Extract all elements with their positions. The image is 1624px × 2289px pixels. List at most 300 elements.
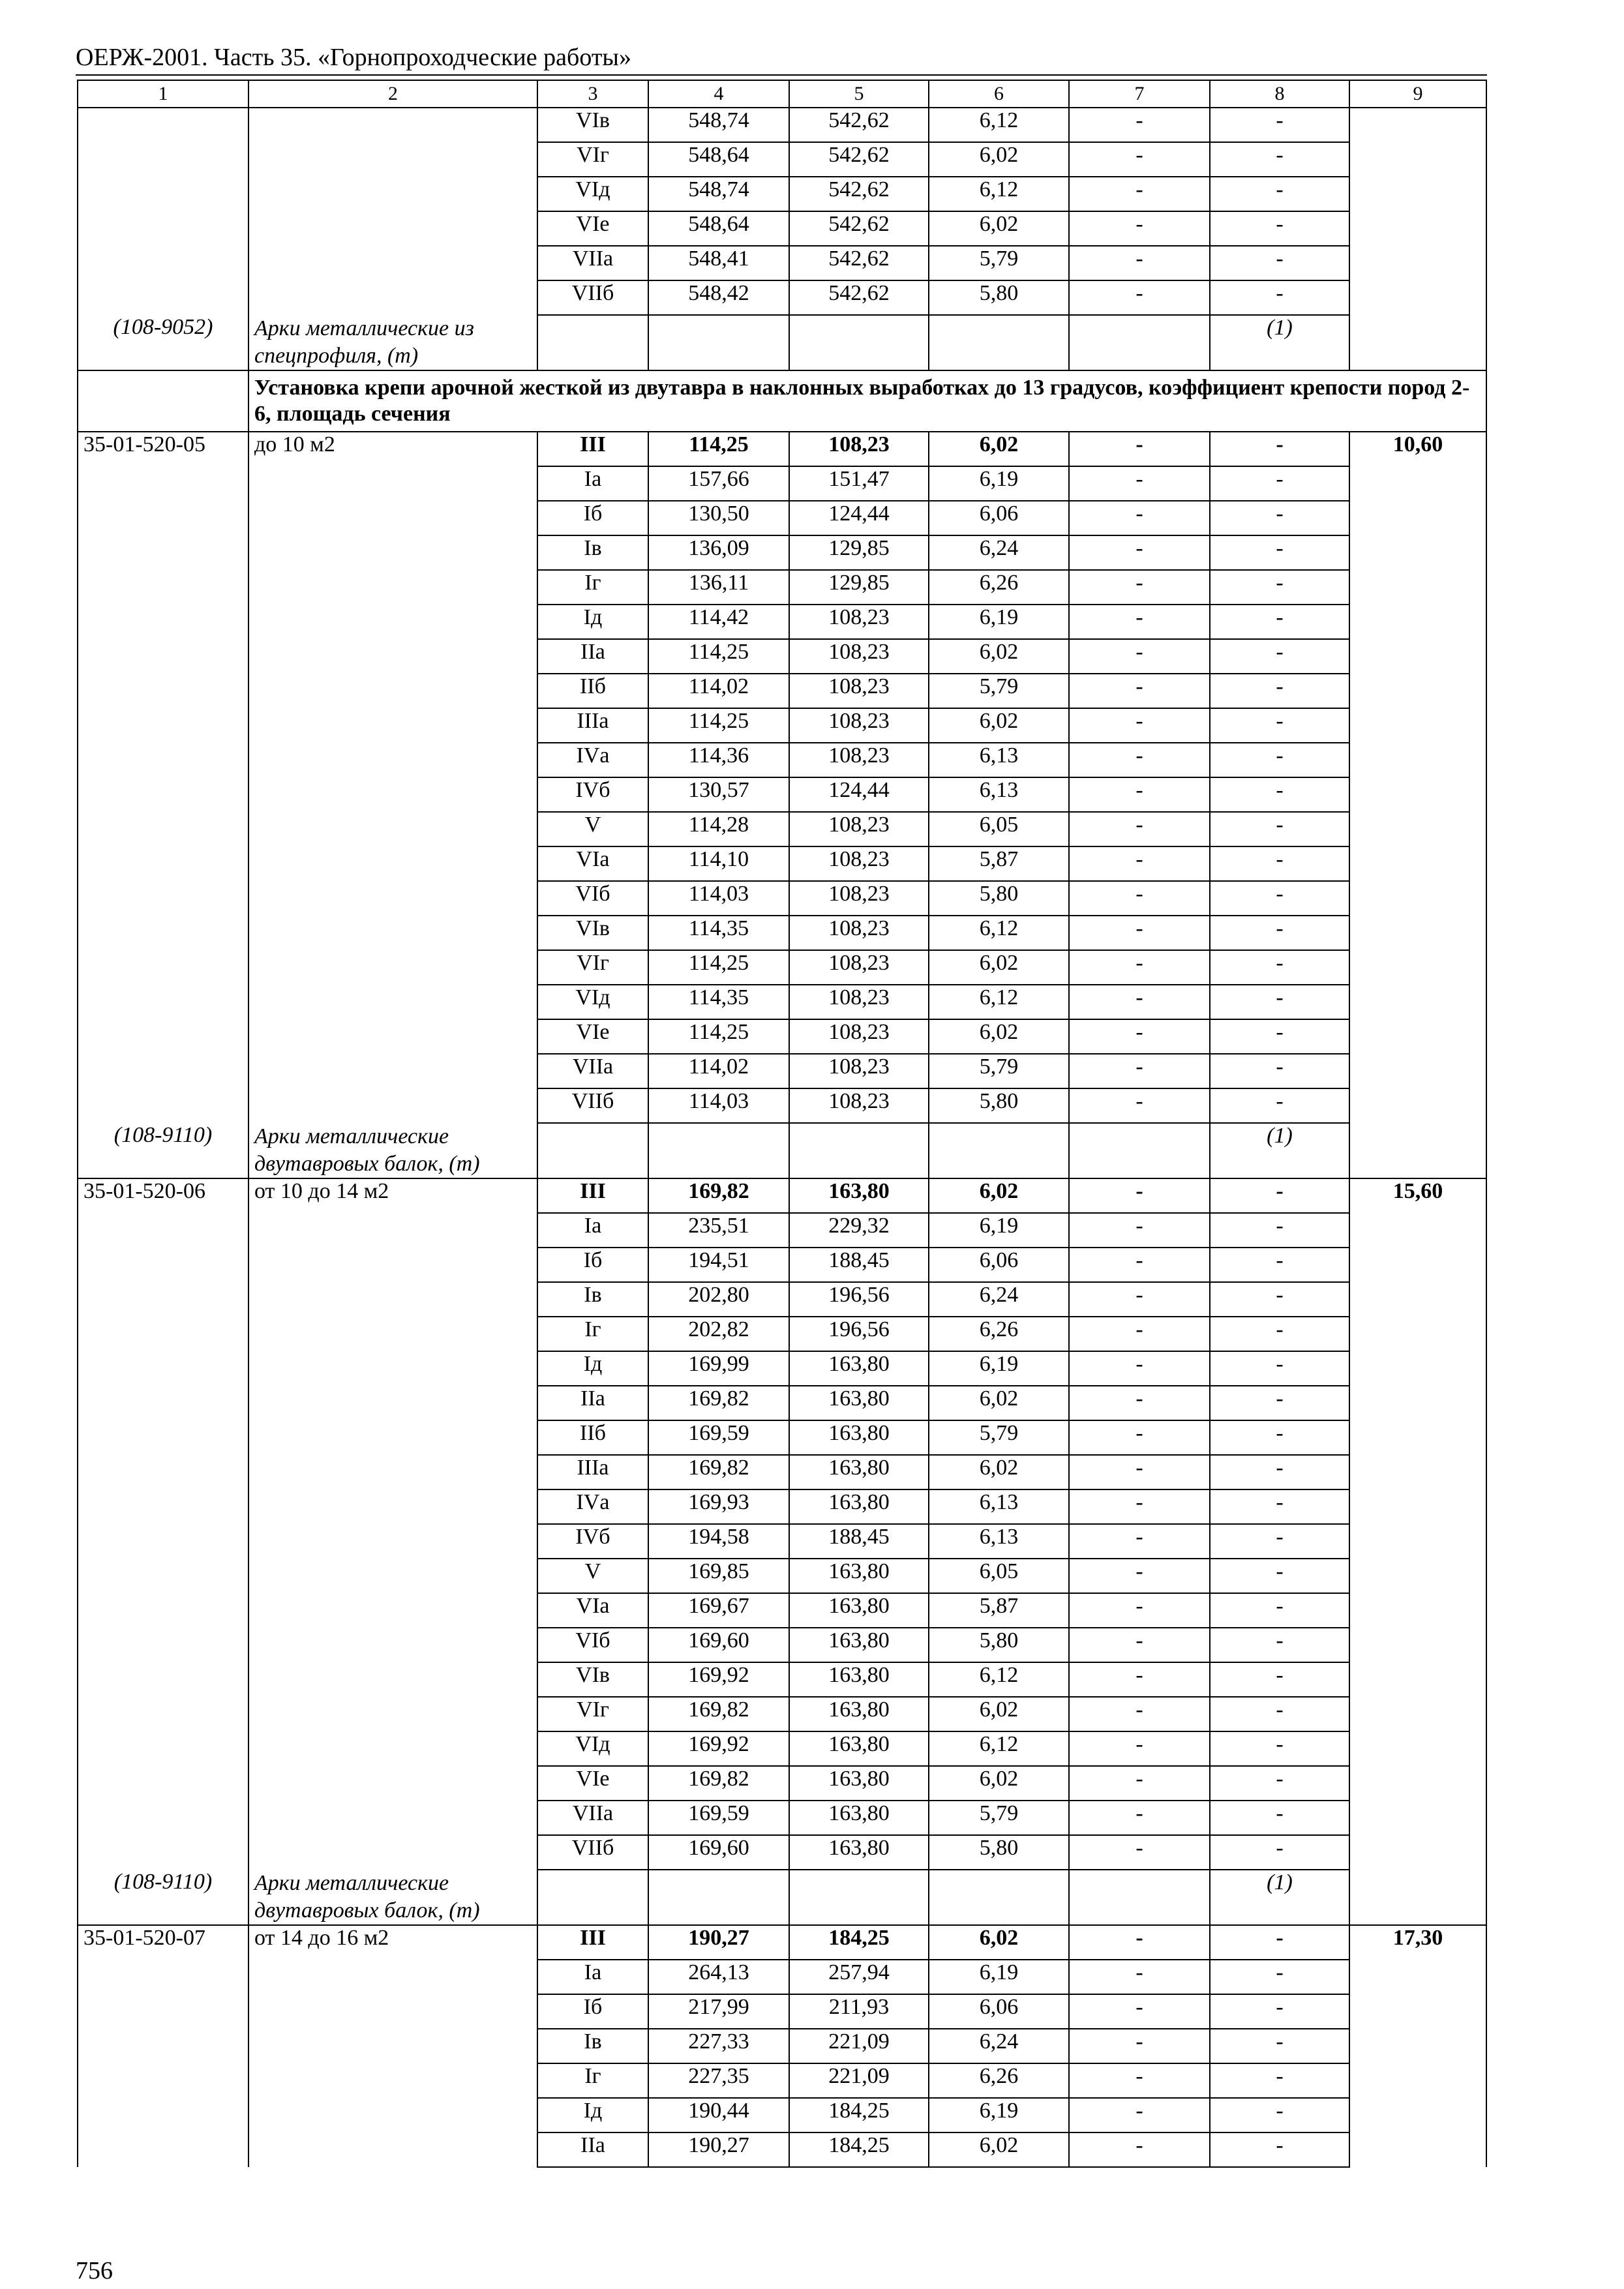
materials-cell: -	[1210, 1559, 1349, 1593]
machine-cell: 6,05	[929, 1559, 1069, 1593]
zone-cell: Iд	[537, 2098, 648, 2132]
materials-cell: -	[1210, 1766, 1349, 1801]
resource-name	[248, 1870, 537, 1925]
wage-cell: 188,45	[789, 1524, 929, 1559]
zone-cell: IVб	[537, 777, 648, 812]
materials-cell: -	[1210, 280, 1349, 315]
total-cost-cell: 130,50	[648, 501, 789, 535]
total-cost-cell: 114,42	[648, 605, 789, 639]
machine-cell: 6,06	[929, 501, 1069, 535]
wage-cell: 163,80	[789, 1662, 929, 1697]
materials-cell: -	[1210, 142, 1349, 177]
machine-cell: 5,79	[929, 246, 1069, 280]
materials-cell: -	[1210, 812, 1349, 846]
wage-cell: 163,80	[789, 1835, 929, 1870]
materials-cell: -	[1210, 2063, 1349, 2098]
column-number-row	[78, 80, 1486, 108]
wage-cell: 163,80	[789, 1731, 929, 1766]
column-number: 1	[78, 80, 248, 108]
total-cost-cell: 169,59	[648, 1420, 789, 1455]
total-cost-cell: 169,82	[648, 1697, 789, 1731]
resource-code: (108-9110)	[78, 1870, 248, 1925]
wage-cell: 163,80	[789, 1801, 929, 1835]
machine-wage-cell: -	[1069, 1054, 1210, 1088]
zone-cell: Iв	[537, 1282, 648, 1317]
wage-cell: 163,80	[789, 1593, 929, 1628]
total-cost-cell: 169,60	[648, 1628, 789, 1662]
code-cell: 35-01-520-06	[78, 1178, 248, 1870]
machine-wage-cell: -	[1069, 674, 1210, 708]
materials-cell: -	[1210, 1662, 1349, 1697]
wage-cell: 163,80	[789, 1386, 929, 1420]
empty-cell	[648, 1870, 789, 1925]
materials-cell: -	[1210, 1593, 1349, 1628]
machine-wage-cell: -	[1069, 1697, 1210, 1731]
machine-cell: 5,80	[929, 881, 1069, 916]
zone-cell: IVа	[537, 743, 648, 777]
machine-wage-cell: -	[1069, 1213, 1210, 1248]
wage-cell: 108,23	[789, 1019, 929, 1054]
wage-cell: 163,80	[789, 1559, 929, 1593]
total-cost-cell: 114,25	[648, 639, 789, 674]
wage-cell: 163,80	[789, 1178, 929, 1213]
wage-cell: 163,80	[789, 1351, 929, 1386]
machine-cell: 6,02	[929, 1178, 1069, 1213]
total-cost-cell: 202,82	[648, 1317, 789, 1351]
wage-cell: 184,25	[789, 2098, 929, 2132]
zone-cell: VIIа	[537, 1801, 648, 1835]
zone-cell: VIе	[537, 211, 648, 246]
machine-wage-cell: -	[1069, 1088, 1210, 1123]
wage-cell: 542,62	[789, 177, 929, 211]
machine-cell: 5,79	[929, 1054, 1069, 1088]
machine-wage-cell: -	[1069, 1351, 1210, 1386]
materials-cell: -	[1210, 177, 1349, 211]
empty-cell	[1069, 315, 1210, 370]
total-cost-cell: 169,99	[648, 1351, 789, 1386]
zone-cell: V	[537, 1559, 648, 1593]
zone-cell: Iа	[537, 1213, 648, 1248]
materials-cell: -	[1210, 466, 1349, 501]
materials-cell: -	[1210, 1282, 1349, 1317]
labor-cell: 17,30	[1349, 1925, 1486, 2167]
wage-cell: 108,23	[789, 985, 929, 1019]
total-cost-cell: 217,99	[648, 1994, 789, 2029]
machine-wage-cell: -	[1069, 570, 1210, 605]
total-cost-cell: 169,82	[648, 1386, 789, 1420]
wage-cell: 108,23	[789, 674, 929, 708]
wage-cell: 108,23	[789, 881, 929, 916]
materials-cell: -	[1210, 1054, 1349, 1088]
total-cost-cell: 114,25	[648, 950, 789, 985]
machine-cell: 6,19	[929, 1351, 1069, 1386]
total-cost-cell: 114,02	[648, 1054, 789, 1088]
column-number: 6	[929, 80, 1069, 108]
total-cost-cell: 157,66	[648, 466, 789, 501]
empty-cell	[929, 1123, 1069, 1178]
total-cost-cell: 548,64	[648, 211, 789, 246]
materials-cell: -	[1210, 950, 1349, 985]
wage-cell: 108,23	[789, 708, 929, 743]
wage-cell: 108,23	[789, 812, 929, 846]
zone-cell: VIIа	[537, 1054, 648, 1088]
machine-cell: 5,79	[929, 1420, 1069, 1455]
machine-cell: 5,80	[929, 1628, 1069, 1662]
machine-wage-cell: -	[1069, 639, 1210, 674]
wage-cell: 124,44	[789, 501, 929, 535]
zone-cell: III	[537, 432, 648, 466]
total-cost-cell: 169,85	[648, 1559, 789, 1593]
zone-cell: VIIа	[537, 246, 648, 280]
machine-wage-cell: -	[1069, 708, 1210, 743]
empty-cell	[929, 1870, 1069, 1925]
zone-cell: IIIа	[537, 708, 648, 743]
resource-qty: (1)	[1210, 1123, 1349, 1178]
machine-cell: 6,02	[929, 1925, 1069, 1960]
total-cost-cell: 202,80	[648, 1282, 789, 1317]
machine-cell: 6,12	[929, 1662, 1069, 1697]
total-cost-cell: 235,51	[648, 1213, 789, 1248]
total-cost-cell: 548,64	[648, 142, 789, 177]
total-cost-cell: 169,82	[648, 1455, 789, 1489]
zone-cell: V	[537, 812, 648, 846]
materials-cell: -	[1210, 1994, 1349, 2029]
empty-cell	[648, 1123, 789, 1178]
resource-qty: (1)	[1210, 1870, 1349, 1925]
materials-cell: -	[1210, 1386, 1349, 1420]
wage-cell: 542,62	[789, 211, 929, 246]
machine-cell: 6,12	[929, 1731, 1069, 1766]
zone-cell: VIг	[537, 950, 648, 985]
code-cell: 35-01-520-05	[78, 432, 248, 1123]
materials-cell: -	[1210, 1835, 1349, 1870]
machine-wage-cell: -	[1069, 605, 1210, 639]
materials-cell: -	[1210, 1731, 1349, 1766]
wage-cell: 542,62	[789, 142, 929, 177]
total-cost-cell: 548,41	[648, 246, 789, 280]
wage-cell: 163,80	[789, 1766, 929, 1801]
wage-cell: 221,09	[789, 2029, 929, 2063]
zone-cell: IIа	[537, 2132, 648, 2167]
zone-cell: IIа	[537, 639, 648, 674]
materials-cell: -	[1210, 1960, 1349, 1994]
resource-code: (108-9052)	[78, 315, 248, 370]
resource-name-text: Арки металлические из спецпрофиля, (т)	[254, 316, 474, 368]
machine-wage-cell: -	[1069, 2098, 1210, 2132]
wage-cell: 151,47	[789, 466, 929, 501]
machine-cell: 6,26	[929, 2063, 1069, 2098]
machine-wage-cell: -	[1069, 846, 1210, 881]
zone-cell: VIIб	[537, 280, 648, 315]
total-cost-cell: 114,36	[648, 743, 789, 777]
materials-cell: -	[1210, 2029, 1349, 2063]
column-number: 5	[789, 80, 929, 108]
machine-cell: 5,80	[929, 1088, 1069, 1123]
materials-cell: -	[1210, 1455, 1349, 1489]
machine-wage-cell: -	[1069, 1317, 1210, 1351]
wage-cell: 163,80	[789, 1455, 929, 1489]
zone-cell: VIа	[537, 1593, 648, 1628]
zone-cell: VIв	[537, 108, 648, 142]
column-number: 3	[537, 80, 648, 108]
wage-cell: 108,23	[789, 1054, 929, 1088]
materials-cell: -	[1210, 605, 1349, 639]
resource-name	[248, 315, 537, 370]
wage-cell: 196,56	[789, 1317, 929, 1351]
total-cost-cell: 227,33	[648, 2029, 789, 2063]
name-cell	[248, 108, 537, 315]
empty-cell	[789, 1123, 929, 1178]
empty-cell	[78, 370, 248, 432]
column-number: 4	[648, 80, 789, 108]
machine-cell: 6,02	[929, 211, 1069, 246]
empty-cell	[537, 1123, 648, 1178]
machine-cell: 6,02	[929, 1697, 1069, 1731]
wage-cell: 542,62	[789, 108, 929, 142]
machine-cell: 6,02	[929, 2132, 1069, 2167]
table-row	[78, 1178, 1486, 1213]
materials-cell: -	[1210, 2132, 1349, 2167]
total-cost-cell: 169,59	[648, 1801, 789, 1835]
zone-cell: Iв	[537, 535, 648, 570]
machine-wage-cell: -	[1069, 501, 1210, 535]
machine-wage-cell: -	[1069, 1386, 1210, 1420]
wage-cell: 108,23	[789, 743, 929, 777]
materials-cell: -	[1210, 1524, 1349, 1559]
wage-cell: 124,44	[789, 777, 929, 812]
zone-cell: IVа	[537, 1489, 648, 1524]
total-cost-cell: 169,92	[648, 1731, 789, 1766]
machine-wage-cell: -	[1069, 777, 1210, 812]
header-rule	[76, 74, 1487, 76]
total-cost-cell: 169,92	[648, 1662, 789, 1697]
empty-cell	[1349, 1123, 1486, 1178]
machine-cell: 6,02	[929, 432, 1069, 466]
wage-cell: 129,85	[789, 570, 929, 605]
machine-cell: 6,12	[929, 177, 1069, 211]
zone-cell: Iб	[537, 1248, 648, 1282]
code-cell: 35-01-520-07	[78, 1925, 248, 2167]
zone-cell: Iг	[537, 2063, 648, 2098]
column-number: 7	[1069, 80, 1210, 108]
machine-wage-cell: -	[1069, 916, 1210, 950]
total-cost-cell: 114,02	[648, 674, 789, 708]
materials-cell: -	[1210, 743, 1349, 777]
empty-cell	[1069, 1870, 1210, 1925]
materials-cell: -	[1210, 777, 1349, 812]
zone-cell: Iд	[537, 605, 648, 639]
machine-cell: 6,12	[929, 985, 1069, 1019]
zone-cell: VIе	[537, 1766, 648, 1801]
resource-row	[78, 315, 1486, 370]
zone-cell: Iв	[537, 2029, 648, 2063]
materials-cell: -	[1210, 846, 1349, 881]
zone-cell: IIIа	[537, 1455, 648, 1489]
machine-cell: 6,02	[929, 1455, 1069, 1489]
zone-cell: VIг	[537, 1697, 648, 1731]
materials-cell: -	[1210, 1628, 1349, 1662]
wage-cell: 542,62	[789, 246, 929, 280]
machine-cell: 6,12	[929, 916, 1069, 950]
zone-cell: Iг	[537, 570, 648, 605]
zone-cell: VIIб	[537, 1088, 648, 1123]
zone-cell: IVб	[537, 1524, 648, 1559]
empty-cell	[929, 315, 1069, 370]
machine-cell: 6,02	[929, 142, 1069, 177]
column-number: 8	[1210, 80, 1349, 108]
resource-name-text: Арки металлические двутавровых балок, (т)	[254, 1871, 480, 1922]
total-cost-cell: 114,25	[648, 1019, 789, 1054]
zone-cell: VIг	[537, 142, 648, 177]
total-cost-cell: 114,25	[648, 432, 789, 466]
machine-wage-cell: -	[1069, 1593, 1210, 1628]
machine-cell: 6,13	[929, 1524, 1069, 1559]
machine-cell: 6,24	[929, 535, 1069, 570]
section-title: Установка крепи арочной жесткой из двутавра в наклонных выработках до 13 градусов, коэффициент крепости пород 2-6, площадь сечения	[248, 370, 1486, 432]
wage-cell: 184,25	[789, 2132, 929, 2167]
zone-cell: Iб	[537, 1994, 648, 2029]
machine-wage-cell: -	[1069, 211, 1210, 246]
zone-cell: Iб	[537, 501, 648, 535]
total-cost-cell: 194,51	[648, 1248, 789, 1282]
materials-cell: -	[1210, 1801, 1349, 1835]
total-cost-cell: 227,35	[648, 2063, 789, 2098]
materials-cell: -	[1210, 1019, 1349, 1054]
resource-code: (108-9110)	[78, 1123, 248, 1178]
table-row	[78, 432, 1486, 466]
materials-cell: -	[1210, 1317, 1349, 1351]
machine-cell: 5,80	[929, 280, 1069, 315]
zone-cell: VIIб	[537, 1835, 648, 1870]
code-cell	[78, 108, 248, 315]
zone-cell: III	[537, 1925, 648, 1960]
machine-wage-cell: -	[1069, 1801, 1210, 1835]
machine-wage-cell: -	[1069, 1960, 1210, 1994]
machine-cell: 6,05	[929, 812, 1069, 846]
total-cost-cell: 548,42	[648, 280, 789, 315]
materials-cell: -	[1210, 1213, 1349, 1248]
machine-cell: 6,13	[929, 1489, 1069, 1524]
total-cost-cell: 136,09	[648, 535, 789, 570]
total-cost-cell: 169,93	[648, 1489, 789, 1524]
column-number: 2	[248, 80, 537, 108]
zone-cell: VIб	[537, 881, 648, 916]
machine-cell: 6,02	[929, 1386, 1069, 1420]
total-cost-cell: 114,03	[648, 881, 789, 916]
wage-cell: 163,80	[789, 1489, 929, 1524]
column-number: 9	[1349, 80, 1486, 108]
machine-wage-cell: -	[1069, 535, 1210, 570]
machine-cell: 6,02	[929, 1019, 1069, 1054]
machine-cell: 6,02	[929, 708, 1069, 743]
total-cost-cell: 169,67	[648, 1593, 789, 1628]
total-cost-cell: 114,25	[648, 708, 789, 743]
zone-cell: VIа	[537, 846, 648, 881]
materials-cell: -	[1210, 535, 1349, 570]
labor-cell	[1349, 108, 1486, 315]
machine-wage-cell: -	[1069, 1455, 1210, 1489]
wage-cell: 129,85	[789, 535, 929, 570]
labor-cell: 10,60	[1349, 432, 1486, 1123]
machine-wage-cell: -	[1069, 432, 1210, 466]
total-cost-cell: 190,27	[648, 2132, 789, 2167]
total-cost-cell: 264,13	[648, 1960, 789, 1994]
empty-cell	[789, 315, 929, 370]
machine-wage-cell: -	[1069, 743, 1210, 777]
zone-cell: VIб	[537, 1628, 648, 1662]
machine-cell: 5,87	[929, 1593, 1069, 1628]
machine-cell: 5,79	[929, 674, 1069, 708]
materials-cell: -	[1210, 432, 1349, 466]
wage-cell: 196,56	[789, 1282, 929, 1317]
materials-cell: -	[1210, 639, 1349, 674]
wage-cell: 108,23	[789, 846, 929, 881]
machine-wage-cell: -	[1069, 1248, 1210, 1282]
zone-cell: VIд	[537, 985, 648, 1019]
machine-wage-cell: -	[1069, 2063, 1210, 2098]
zone-cell: VIе	[537, 1019, 648, 1054]
machine-cell: 6,06	[929, 1994, 1069, 2029]
empty-cell	[1349, 315, 1486, 370]
section-row	[78, 370, 1486, 432]
machine-cell: 6,19	[929, 605, 1069, 639]
machine-wage-cell: -	[1069, 280, 1210, 315]
machine-wage-cell: -	[1069, 812, 1210, 846]
total-cost-cell: 130,57	[648, 777, 789, 812]
machine-cell: 6,02	[929, 639, 1069, 674]
machine-cell: 6,19	[929, 1960, 1069, 1994]
resource-qty: (1)	[1210, 315, 1349, 370]
machine-wage-cell: -	[1069, 2029, 1210, 2063]
wage-cell: 108,23	[789, 950, 929, 985]
name-cell: до 10 м2	[248, 432, 537, 1123]
total-cost-cell: 114,28	[648, 812, 789, 846]
zone-cell: Iг	[537, 1317, 648, 1351]
machine-cell: 6,24	[929, 1282, 1069, 1317]
machine-wage-cell: -	[1069, 1766, 1210, 1801]
materials-cell: -	[1210, 108, 1349, 142]
wage-cell: 229,32	[789, 1213, 929, 1248]
zone-cell: VIд	[537, 177, 648, 211]
machine-wage-cell: -	[1069, 1282, 1210, 1317]
table-row	[78, 108, 1486, 142]
machine-wage-cell: -	[1069, 950, 1210, 985]
wage-cell: 163,80	[789, 1697, 929, 1731]
zone-cell: IIб	[537, 1420, 648, 1455]
machine-wage-cell: -	[1069, 1559, 1210, 1593]
rates-table	[77, 80, 1487, 2168]
machine-cell: 6,24	[929, 2029, 1069, 2063]
total-cost-cell: 114,35	[648, 985, 789, 1019]
machine-wage-cell: -	[1069, 881, 1210, 916]
wage-cell: 211,93	[789, 1994, 929, 2029]
resource-row	[78, 1870, 1486, 1925]
materials-cell: -	[1210, 1351, 1349, 1386]
materials-cell: -	[1210, 708, 1349, 743]
machine-wage-cell: -	[1069, 177, 1210, 211]
machine-wage-cell: -	[1069, 1628, 1210, 1662]
table-row	[78, 1925, 1486, 1960]
zone-cell: IIб	[537, 674, 648, 708]
machine-wage-cell: -	[1069, 985, 1210, 1019]
materials-cell: -	[1210, 246, 1349, 280]
empty-cell	[1069, 1123, 1210, 1178]
wage-cell: 257,94	[789, 1960, 929, 1994]
zone-cell: Iа	[537, 1960, 648, 1994]
wage-cell: 188,45	[789, 1248, 929, 1282]
wage-cell: 221,09	[789, 2063, 929, 2098]
machine-cell: 6,26	[929, 1317, 1069, 1351]
